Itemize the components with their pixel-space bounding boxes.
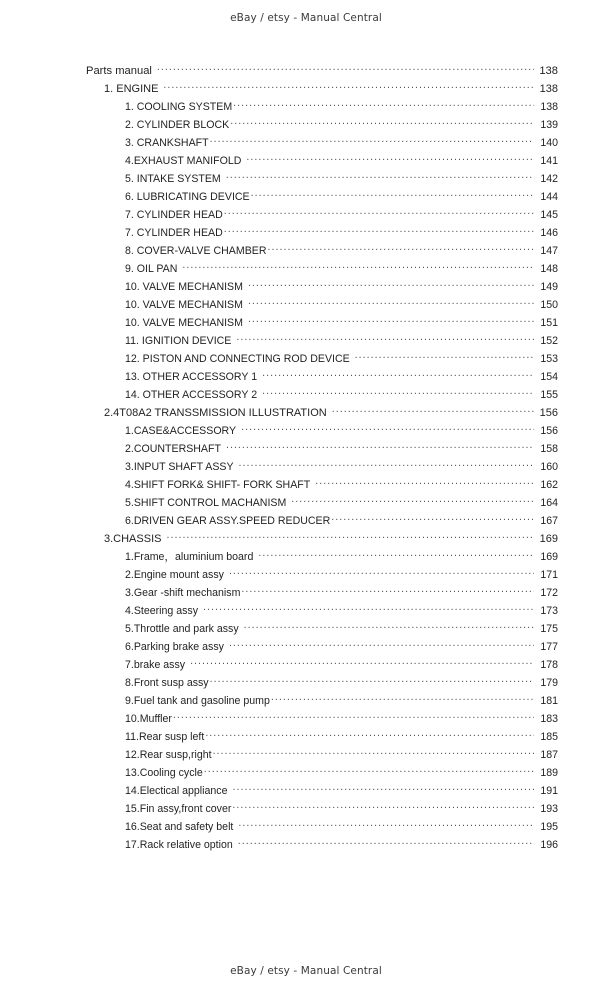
toc-entry-page-number: 179 [540, 677, 558, 689]
toc-entry-page-number: 173 [540, 605, 558, 617]
toc-entry-title: 10.Muffler [125, 713, 172, 725]
toc-entry-page-number: 175 [540, 623, 558, 635]
toc-entry[interactable] [86, 692, 558, 710]
toc-entry[interactable] [86, 332, 558, 350]
toc-entry-page-number: 167 [540, 515, 558, 527]
toc-entry[interactable] [86, 440, 558, 458]
toc-entry[interactable] [86, 656, 558, 674]
toc-entry[interactable] [86, 368, 558, 386]
toc-leader-dots [315, 476, 534, 488]
toc-entry-page-number: 164 [540, 497, 558, 509]
toc-entry-title: 5. INTAKE SYSTEM [125, 173, 221, 185]
toc-leader-dots [229, 566, 534, 578]
toc-leader-dots [251, 188, 534, 200]
toc-entry[interactable] [86, 764, 558, 782]
toc-entry[interactable] [86, 98, 558, 116]
toc-entry-title: 4.SHIFT FORK& SHIFT- FORK SHAFT [125, 479, 311, 491]
toc-entry[interactable] [86, 314, 558, 332]
toc-leader-dots [224, 206, 534, 218]
toc-entry[interactable] [86, 350, 558, 368]
toc-entry-page-number: 193 [540, 803, 558, 815]
toc-leader-dots [236, 332, 534, 344]
toc-entry-page-number: 151 [540, 317, 558, 329]
toc-entry[interactable] [86, 458, 558, 476]
toc-leader-dots [248, 278, 534, 290]
toc-entry[interactable] [86, 548, 558, 566]
toc-entry-title: 15.Fin assy,front cover [125, 803, 232, 815]
toc-leader-dots [238, 836, 534, 848]
toc-entry-page-number: 183 [540, 713, 558, 725]
toc-entry[interactable] [86, 800, 558, 818]
toc-entry-title: 5.Throttle and park assy [125, 623, 239, 635]
toc-entry-page-number: 187 [540, 749, 558, 761]
running-head: eBay / etsy - Manual Central [230, 12, 382, 24]
toc-entry[interactable] [86, 782, 558, 800]
toc-entry[interactable] [86, 638, 558, 656]
toc-entry-page-number: 185 [540, 731, 558, 743]
toc-entry[interactable] [86, 584, 558, 602]
toc-leader-dots [244, 620, 534, 632]
toc-leader-dots [203, 602, 534, 614]
toc-entry-page-number: 142 [540, 173, 558, 185]
toc-entry-page-number: 162 [540, 479, 558, 491]
toc-entry-title: 6.DRIVEN GEAR ASSY.SPEED REDUCER [125, 515, 331, 527]
toc-leader-dots [182, 260, 534, 272]
toc-leader-dots [226, 440, 534, 452]
toc-leader-dots [213, 746, 534, 758]
toc-leader-dots [230, 116, 534, 128]
toc-entry[interactable] [86, 728, 558, 746]
toc-entry-page-number: 171 [540, 569, 558, 581]
toc-entry-page-number: 196 [540, 839, 558, 851]
toc-entry-title: 17.Rack relative option [125, 839, 233, 851]
toc-entry-page-number: 144 [540, 191, 558, 203]
toc-entry[interactable] [86, 404, 558, 422]
toc-entry-title: 7.brake assy [125, 659, 186, 671]
toc-entry-title: 3.INPUT SHAFT ASSY [125, 461, 234, 473]
toc-entry-title: 12.Rear susp,right [125, 749, 212, 761]
toc-entry-title: 1. ENGINE [104, 83, 159, 95]
toc-leader-dots [239, 458, 534, 470]
toc-leader-dots [258, 548, 534, 560]
toc-leader-dots [248, 314, 534, 326]
toc-entry-page-number: 156 [540, 425, 558, 437]
toc-entry[interactable] [86, 422, 558, 440]
toc-leader-dots [271, 692, 534, 704]
toc-entry[interactable] [86, 386, 558, 404]
toc-entry-page-number: 153 [540, 353, 558, 365]
toc-entry-page-number: 169 [540, 551, 558, 563]
toc-entry-title: 7. CYLINDER HEAD [125, 209, 223, 221]
toc-entry[interactable] [86, 710, 558, 728]
toc-leader-dots [267, 242, 534, 254]
toc-entry[interactable] [86, 512, 558, 530]
toc-entry-title: 13.Cooling cycle [125, 767, 203, 779]
toc-entry-page-number: 139 [540, 119, 558, 131]
toc-entry-title: 9. OIL PAN [125, 263, 178, 275]
toc-entry-title: 1.CASE&ACCESSORY [125, 425, 237, 437]
toc-leader-dots [166, 530, 534, 542]
toc-entry[interactable] [86, 116, 558, 134]
toc-entry-page-number: 149 [540, 281, 558, 293]
toc-entry[interactable] [86, 62, 558, 80]
toc-entry-title: 2.Engine mount assy [125, 569, 224, 581]
toc-entry-title: 10. VALVE MECHANISM [125, 299, 243, 311]
toc-entry-title: 10. VALVE MECHANISM [125, 317, 243, 329]
toc-entry-title: 3.Gear -shift mechanism [125, 587, 241, 599]
toc-leader-dots [232, 782, 534, 794]
toc-leader-dots [210, 134, 534, 146]
toc-entry-page-number: 145 [540, 209, 558, 221]
toc-entry-title: 5.SHIFT CONTROL MACHANISM [125, 497, 287, 509]
toc-entry[interactable] [86, 188, 558, 206]
toc-leader-dots [262, 386, 534, 398]
toc-entry[interactable] [86, 566, 558, 584]
toc-leader-dots [157, 62, 534, 74]
toc-entry[interactable] [86, 530, 558, 548]
toc-entry-title: 6.Parking brake assy [125, 641, 224, 653]
toc-entry[interactable] [86, 620, 558, 638]
toc-leader-dots [262, 368, 534, 380]
toc-entry-title: 1. COOLING SYSTEM [125, 101, 233, 113]
toc-entry-page-number: 152 [540, 335, 558, 347]
toc-entry-title: 2.4T08A2 TRANSSMISSION ILLUSTRATION [104, 407, 327, 419]
toc-entry[interactable] [86, 206, 558, 224]
toc-leader-dots [163, 80, 534, 92]
toc-entry-title: 10. VALVE MECHANISM [125, 281, 243, 293]
toc-entry[interactable] [86, 152, 558, 170]
toc-entry-page-number: 138 [539, 83, 558, 95]
toc-leader-dots [224, 224, 534, 236]
toc-leader-dots [226, 170, 534, 182]
toc-entry-title: 4.Steering assy [125, 605, 199, 617]
toc-leader-dots [248, 296, 534, 308]
toc-entry[interactable] [86, 476, 558, 494]
toc-entry-page-number: 138 [539, 65, 558, 77]
toc-entry[interactable] [86, 296, 558, 314]
toc-leader-dots [205, 728, 534, 740]
toc-leader-dots [355, 350, 534, 362]
toc-entry-title: 11.Rear susp left [125, 731, 205, 743]
toc-entry[interactable] [86, 278, 558, 296]
toc-entry-title: 6. LUBRICATING DEVICE [125, 191, 250, 203]
toc-entry-page-number: 160 [540, 461, 558, 473]
toc-entry[interactable] [86, 260, 558, 278]
toc-entry-page-number: 189 [540, 767, 558, 779]
toc-entry[interactable] [86, 494, 558, 512]
toc-entry-title: 8.Front susp assy [125, 677, 209, 689]
toc-entry-page-number: 148 [540, 263, 558, 275]
table-of-contents [86, 62, 558, 854]
toc-entry-page-number: 141 [540, 155, 558, 167]
toc-entry-page-number: 156 [539, 407, 558, 419]
toc-entry-title: 8. COVER-VALVE CHAMBER [125, 245, 267, 257]
toc-leader-dots [190, 656, 534, 668]
toc-leader-dots [238, 818, 534, 830]
toc-entry[interactable] [86, 224, 558, 242]
toc-leader-dots [233, 98, 534, 110]
toc-entry-title: 14. OTHER ACCESSORY 2 [125, 389, 258, 401]
toc-entry[interactable] [86, 836, 558, 854]
toc-leader-dots [246, 152, 534, 164]
toc-entry-page-number: 154 [540, 371, 558, 383]
toc-entry-title: 2.COUNTERSHAFT [125, 443, 221, 455]
toc-entry-page-number: 178 [540, 659, 558, 671]
toc-entry-page-number: 191 [540, 785, 558, 797]
toc-leader-dots [210, 674, 534, 686]
toc-leader-dots [229, 638, 534, 650]
toc-entry-title: 3. CRANKSHAFT [125, 137, 209, 149]
toc-entry[interactable] [86, 674, 558, 692]
toc-entry-page-number: 181 [540, 695, 558, 707]
toc-entry[interactable] [86, 818, 558, 836]
toc-entry-title: 11. IGNITION DEVICE [125, 335, 232, 347]
toc-entry[interactable] [86, 80, 558, 98]
toc-entry-title: 3.CHASSIS [104, 533, 162, 545]
toc-leader-dots [241, 584, 534, 596]
toc-entry[interactable] [86, 170, 558, 188]
toc-entry-title: 13. OTHER ACCESSORY 1 [125, 371, 258, 383]
toc-entry-title: 4.EXHAUST MANIFOLD [125, 155, 242, 167]
toc-entry-page-number: 195 [540, 821, 558, 833]
toc-leader-dots [291, 494, 534, 506]
toc-entry-page-number: 147 [540, 245, 558, 257]
toc-leader-dots [332, 404, 534, 416]
toc-entry-page-number: 155 [540, 389, 558, 401]
toc-leader-dots [232, 800, 534, 812]
toc-entry[interactable] [86, 242, 558, 260]
toc-entry-page-number: 150 [540, 299, 558, 311]
toc-entry[interactable] [86, 746, 558, 764]
toc-entry[interactable] [86, 602, 558, 620]
toc-entry-title: 16.Seat and safety belt [125, 821, 234, 833]
toc-entry-title: Parts manual [86, 65, 152, 77]
toc-entry[interactable] [86, 134, 558, 152]
toc-entry-page-number: 177 [540, 641, 558, 653]
toc-entry-title: 2. CYLINDER BLOCK [125, 119, 230, 131]
toc-entry-page-number: 158 [540, 443, 558, 455]
toc-entry-page-number: 140 [540, 137, 558, 149]
toc-entry-page-number: 146 [540, 227, 558, 239]
toc-entry-title: 9.Fuel tank and gasoline pump [125, 695, 270, 707]
toc-leader-dots [331, 512, 534, 524]
toc-entry-page-number: 169 [539, 533, 558, 545]
toc-entry-page-number: 138 [540, 101, 558, 113]
toc-entry-title: 7. CYLINDER HEAD [125, 227, 223, 239]
toc-entry-page-number: 172 [540, 587, 558, 599]
toc-leader-dots [204, 764, 534, 776]
toc-leader-dots [173, 710, 534, 722]
toc-entry-title: 1.Frame，aluminium board [125, 551, 254, 563]
toc-entry-title: 14.Electical appliance [125, 785, 228, 797]
toc-entry-title: 12. PISTON AND CONNECTING ROD DEVICE [125, 353, 350, 365]
running-foot: eBay / etsy - Manual Central [230, 965, 382, 977]
toc-leader-dots [241, 422, 534, 434]
